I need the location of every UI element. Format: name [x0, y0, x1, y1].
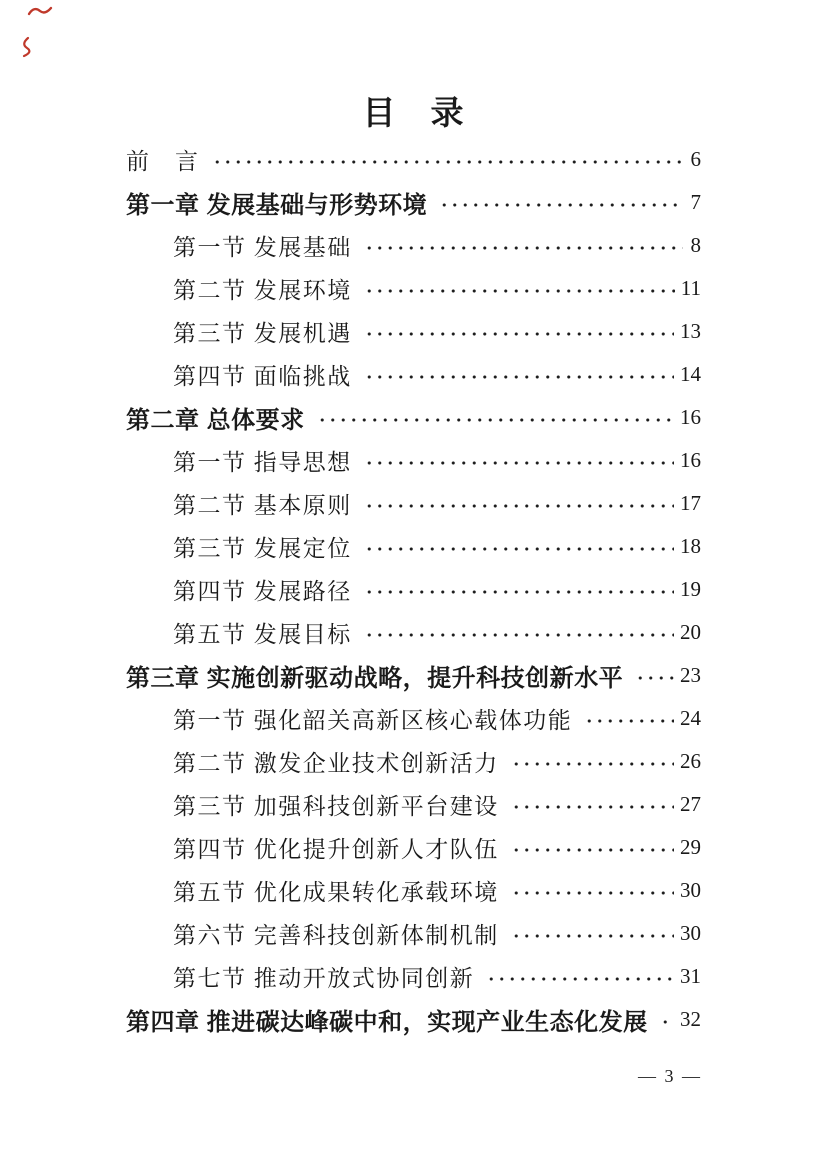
dot-leader	[582, 697, 674, 740]
toc-entry-label: 第五节 优化成果转化承载环境	[173, 880, 499, 905]
toc-entry-page-number: 30	[680, 878, 701, 902]
dot-leader	[509, 740, 674, 783]
toc-entry-label: 第四节 优化提升创新人才队伍	[173, 837, 499, 862]
dot-leader	[484, 955, 674, 998]
toc-entry	[126, 740, 701, 783]
toc-entry-label: 第二章 总体要求	[126, 407, 305, 434]
dot-leader	[362, 224, 683, 267]
toc-entry	[126, 998, 701, 1041]
page-number: — 3 —	[638, 1066, 702, 1086]
toc-entry-page-number: 23	[680, 663, 701, 687]
toc-entry-label: 第四节 面临挑战	[173, 364, 352, 389]
toc-entry-label: 第三节 发展定位	[173, 536, 352, 561]
toc-entry-page-number: 18	[680, 534, 701, 558]
toc-entry	[126, 525, 701, 568]
toc-entry-label: 第三节 加强科技创新平台建设	[173, 794, 499, 819]
toc-entry-label: 第五节 发展目标	[173, 622, 352, 647]
toc-entry	[126, 869, 701, 912]
toc-entry	[126, 568, 701, 611]
toc-entry-page-number: 24	[680, 706, 701, 730]
toc-entry	[126, 826, 701, 869]
toc-entry	[126, 783, 701, 826]
toc-entry-page-number: 7	[690, 190, 701, 214]
toc-entry	[126, 439, 701, 482]
table-of-contents	[126, 138, 701, 1041]
dot-leader	[362, 568, 674, 611]
toc-entry-label: 第四章 推进碳达峰碳中和，实现产业生态化发展	[126, 1009, 648, 1036]
toc-entry-page-number: 6	[690, 147, 701, 171]
toc-entry	[126, 396, 701, 439]
dot-leader	[509, 869, 674, 912]
dot-leader	[362, 611, 674, 654]
dot-leader	[437, 181, 683, 224]
toc-entry	[126, 138, 701, 181]
toc-entry-page-number: 32	[680, 1007, 701, 1031]
dot-leader	[362, 310, 674, 353]
toc-entry-page-number: 14	[680, 362, 701, 386]
dot-leader	[315, 396, 674, 439]
toc-entry-page-number: 16	[680, 448, 701, 472]
toc-entry-label: 第一节 发展基础	[173, 235, 352, 260]
toc-entry	[126, 353, 701, 396]
toc-entry	[126, 697, 701, 740]
toc-entry	[126, 310, 701, 353]
toc-entry-label: 第七节 推动开放式协同创新	[173, 966, 475, 991]
toc-entry	[126, 611, 701, 654]
toc-entry-page-number: 30	[680, 921, 701, 945]
toc-entry-page-number: 8	[690, 233, 701, 257]
toc-entry	[126, 955, 701, 998]
toc-entry-page-number: 13	[680, 319, 701, 343]
toc-entry-page-number: 17	[680, 491, 701, 515]
toc-entry-label: 第二节 基本原则	[173, 493, 352, 518]
toc-entry	[126, 654, 701, 697]
red-ink-mark	[18, 36, 36, 58]
toc-entry-page-number: 27	[680, 792, 701, 816]
toc-entry-label: 第一节 指导思想	[173, 450, 352, 475]
toc-entry-page-number: 19	[680, 577, 701, 601]
toc-entry-label: 第二节 激发企业技术创新活力	[173, 751, 499, 776]
toc-entry	[126, 267, 701, 310]
toc-entry-label: 第四节 发展路径	[173, 579, 352, 604]
toc-entry	[126, 181, 701, 224]
dot-leader	[509, 826, 674, 869]
toc-entry-label: 第三节 发展机遇	[173, 321, 352, 346]
toc-entry-label: 第一节 强化韶关高新区核心载体功能	[173, 708, 573, 733]
toc-entry-label: 第三章 实施创新驱动战略，提升科技创新水平	[126, 665, 624, 692]
toc-entry-page-number: 29	[680, 835, 701, 859]
toc-entry	[126, 912, 701, 955]
dot-leader	[658, 998, 674, 1041]
dot-leader	[633, 654, 674, 697]
dot-leader	[509, 912, 674, 955]
toc-entry-label: 第六节 完善科技创新体制机制	[173, 923, 499, 948]
dot-leader	[362, 353, 674, 396]
toc-entry-page-number: 26	[680, 749, 701, 773]
toc-entry	[126, 482, 701, 525]
toc-entry-label: 第一章 发展基础与形势环境	[126, 192, 428, 219]
page-title: 目 录	[362, 96, 465, 132]
toc-entry-label: 前 言	[126, 149, 200, 174]
dot-leader	[509, 783, 674, 826]
dot-leader	[362, 439, 674, 482]
dot-leader	[362, 267, 675, 310]
red-ink-mark	[27, 3, 53, 19]
dot-leader	[362, 525, 674, 568]
toc-entry-page-number: 11	[680, 276, 701, 300]
dot-leader	[362, 482, 674, 525]
toc-entry-page-number: 16	[680, 405, 701, 429]
toc-entry	[126, 224, 701, 267]
dot-leader	[210, 138, 684, 181]
toc-entry-page-number: 31	[680, 964, 701, 988]
toc-entry-label: 第二节 发展环境	[173, 278, 352, 303]
toc-entry-page-number: 20	[680, 620, 701, 644]
